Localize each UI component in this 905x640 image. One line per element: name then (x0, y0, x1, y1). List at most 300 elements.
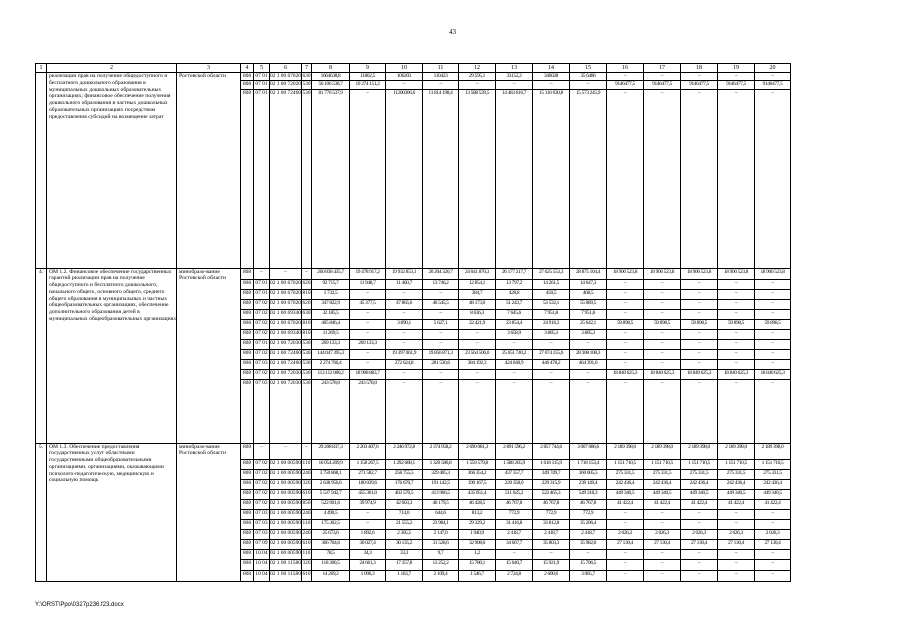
funding-value-cell: – (386, 339, 423, 349)
funding-value-cell: 384,7 (459, 289, 496, 299)
measure-description-cell: ОМ 1.3. Обеспечение предоставления государственных услуг областными государственными общеобразовательными организациями, организациями, оказывающими психолого-педагогическую, медицинскую и социальную помощь (47, 443, 177, 581)
column-number-cell: 11 (423, 64, 459, 73)
funding-value-cell: 260 838 435,7 (312, 268, 350, 279)
budget-code-cell: 808 (241, 289, 254, 299)
funding-value-cell: – (718, 559, 755, 570)
funding-value-cell: – (718, 359, 755, 369)
funding-value-cell: – (681, 379, 718, 443)
budget-code-cell: 02 1 00 00590 (270, 489, 302, 499)
funding-value-cell: – (644, 379, 681, 443)
funding-value-cell: 81 776 537,9 (312, 89, 350, 268)
funding-value-cell: 35 206,4 (570, 519, 607, 529)
column-number-cell: 14 (533, 64, 570, 73)
funding-value-cell: – (644, 339, 681, 349)
funding-value-cell: 2 189 398,0 (718, 443, 755, 459)
budget-code-cell: 808 (241, 559, 254, 570)
funding-value-cell: 275 331,5 (755, 469, 791, 479)
budget-code-cell: 07 03 (254, 379, 270, 443)
funding-value-cell: 360 605,5 (570, 469, 607, 479)
funding-value-cell: 449 340,5 (607, 489, 644, 499)
budget-code-cell: 808 (241, 359, 254, 369)
budget-code-cell: 07 01 (254, 80, 270, 89)
funding-value-cell: – (681, 339, 718, 349)
budget-code-cell: 808 (241, 469, 254, 479)
funding-value-cell: – (718, 570, 755, 581)
funding-value-cell: – (755, 509, 791, 519)
funding-value-cell: 15 116 630,8 (533, 89, 570, 268)
funding-value-cell: – (681, 89, 718, 268)
funding-value-cell: 449 340,5 (718, 489, 755, 499)
funding-value-cell: 1 151 710,5 (681, 459, 718, 469)
funding-value-cell: – (459, 329, 496, 339)
funding-value-cell: 118 300,5 (312, 559, 350, 570)
funding-value-cell: – (533, 339, 570, 349)
column-number-cell: 10 (386, 64, 423, 73)
funding-value-cell: – (607, 279, 644, 289)
funding-value-cell: 47 865,6 (386, 299, 423, 309)
budget-code-cell: 02 1 00 00590 (270, 499, 302, 509)
funding-value-cell: 10 374 151,2 (350, 80, 386, 89)
budget-code-cell: 10 04 (254, 559, 270, 570)
funding-value-cell: 14 647,3 (570, 279, 607, 289)
column-number-cell: 9 (350, 64, 386, 73)
funding-value-cell: 41 422,4 (755, 499, 791, 509)
budget-code-cell: 810 (302, 289, 312, 299)
funding-value-cell: 329 405,3 (423, 469, 459, 479)
funding-value-cell: – (755, 73, 791, 81)
funding-value-cell: 1 618 115,9 (533, 459, 570, 469)
funding-value-cell: – (350, 509, 386, 519)
funding-value-cell: – (718, 89, 755, 268)
funding-value-cell: 271 582,7 (350, 469, 386, 479)
continued-measure-row (36, 73, 791, 81)
executor-cell: Ростовской области (177, 73, 241, 269)
funding-value-cell: 2 374 958,2 (423, 443, 459, 459)
budget-code-cell: 610 (302, 570, 312, 581)
funding-value-cell: 243 578,0 (350, 379, 386, 443)
funding-value-cell: – (644, 570, 681, 581)
budget-code-cell: 808 (241, 329, 254, 339)
funding-value-cell: 1 320 586,8 (423, 459, 459, 469)
funding-value-cell: 11 460,7 (386, 279, 423, 289)
funding-value-cell: – (718, 379, 755, 443)
funding-value-cell: 41 422,4 (681, 499, 718, 509)
budget-code-cell: 02 1 00 72020 (270, 80, 302, 89)
budget-code-cell: 02 1 00 67020 (270, 299, 302, 309)
budget-code-cell: 07 02 (254, 489, 270, 499)
funding-value-cell: – (718, 289, 755, 299)
budget-code-cell: 808 (241, 299, 254, 309)
funding-value-cell: 2 724,8 (496, 570, 533, 581)
funding-value-cell: 2 147,0 (423, 529, 459, 539)
funding-value-cell: 772,9 (570, 509, 607, 519)
funding-value-cell: 59 898,5 (755, 319, 791, 329)
funding-value-cell: 29 329,2 (459, 519, 496, 529)
budget-code-cell: 07 09 (254, 539, 270, 549)
budget-code-cell: 07 02 (254, 299, 270, 309)
funding-value-cell: 53 532,1 (533, 299, 570, 309)
funding-value-cell: 11802,5 (350, 73, 386, 81)
funding-value-cell: 15 573 245,9 (570, 89, 607, 268)
funding-value-cell: 51 243,7 (496, 299, 533, 309)
budget-code-cell: 530 (302, 359, 312, 369)
funding-value-cell: 46 428,5 (459, 499, 496, 509)
funding-value-cell: – (607, 289, 644, 299)
budget-code-cell: – (302, 268, 312, 279)
funding-value-cell: – (644, 279, 681, 289)
funding-value-cell: 8 636,3 (459, 309, 496, 319)
budget-code-cell: 110 (302, 519, 312, 529)
funding-value-cell: – (681, 559, 718, 570)
funding-value-cell: 27 130,4 (681, 539, 718, 549)
funding-value-cell: 549 318,3 (570, 489, 607, 499)
funding-value-cell: 1 732,5 (312, 289, 350, 299)
funding-value-cell: 220 358,0 (496, 479, 533, 489)
funding-value-cell: – (681, 279, 718, 289)
funding-value-cell: 24 041 870,3 (459, 268, 496, 279)
funding-value-cell: – (681, 299, 718, 309)
budget-code-cell: 630 (302, 309, 312, 319)
budget-code-cell: 530 (302, 89, 312, 268)
budget-code-cell: 808 (241, 570, 254, 581)
budget-code-cell: 320 (302, 479, 312, 489)
funding-value-cell: – (496, 369, 533, 379)
budget-code-cell: 530 (302, 369, 312, 379)
funding-value-cell: – (718, 519, 755, 529)
funding-value-cell: 28 308 108,3 (570, 349, 607, 359)
funding-value-cell: 13 588 539,5 (459, 89, 496, 268)
row-number-cell: 4. (36, 268, 47, 443)
funding-value-cell: 258 755,5 (386, 469, 423, 479)
funding-value-cell: 26 177 217,7 (496, 268, 533, 279)
budget-code-cell: 240 (302, 529, 312, 539)
funding-value-cell: – (607, 349, 644, 359)
funding-value-cell: 14 483 616,7 (496, 89, 533, 268)
funding-value-cell: 366 704,6 (312, 539, 350, 549)
budget-code-cell: 530 (302, 339, 312, 349)
funding-value-cell: 29 595,1 (459, 73, 496, 81)
column-number-cell: 19 (718, 64, 755, 73)
funding-value-cell: 42 003,3 (386, 499, 423, 509)
funding-value-cell: – (570, 339, 607, 349)
funding-value-cell: – (350, 89, 386, 268)
funding-value-cell: – (459, 379, 496, 443)
column-number-cell: 5 (254, 64, 270, 73)
budget-code-cell: 808 (241, 529, 254, 539)
funding-value-cell: – (681, 309, 718, 319)
funding-value-cell: 446 478,2 (533, 359, 570, 369)
funding-value-cell: – (607, 309, 644, 319)
funding-value-cell: 55 089,5 (570, 299, 607, 309)
funding-value-cell: 176 670,7 (386, 479, 423, 489)
funding-value-cell: – (570, 549, 607, 559)
funding-value-cell: 9146477,5 (644, 80, 681, 89)
funding-value-cell: 59 898,5 (644, 319, 681, 329)
funding-value-cell: – (755, 339, 791, 349)
budget-code-cell: 620 (302, 279, 312, 289)
funding-value-cell: 7 951,8 (533, 309, 570, 319)
funding-value-cell: 449 340,5 (681, 489, 718, 499)
funding-value-cell: – (755, 299, 791, 309)
funding-value-cell: – (681, 570, 718, 581)
funding-value-cell: 269 133,3 (312, 339, 350, 349)
funding-value-cell: 46 179,5 (423, 499, 459, 509)
column-number-cell: 13 (496, 64, 533, 73)
budget-code-cell: 02 1 00 00590 (270, 549, 302, 559)
funding-value-cell: 27 130,4 (607, 539, 644, 549)
budget-code-cell: 808 (241, 443, 254, 459)
funding-value-cell: 59 898,5 (718, 319, 755, 329)
column-number-cell: 15 (570, 64, 607, 73)
funding-value-cell: 180 039,6 (350, 479, 386, 489)
budget-code-cell: 07 01 (254, 339, 270, 349)
funding-value-cell: 113 112 080,2 (312, 369, 350, 379)
budget-code-cell: 07 03 (254, 359, 270, 369)
funding-value-cell: 18 908 883,7 (350, 369, 386, 379)
funding-value-cell: 13 797,2 (496, 279, 533, 289)
table-header-row (36, 64, 791, 73)
funding-value-cell: 2 274 766,4 (312, 359, 350, 369)
funding-value-cell: 1 940,9 (459, 529, 496, 539)
funding-value-cell: 18 840 625,3 (607, 369, 644, 379)
funding-value-cell: 28 875 104,4 (570, 268, 607, 279)
funding-value-cell: – (755, 549, 791, 559)
funding-value-cell: 11200306,6 (386, 89, 423, 268)
funding-value-cell: – (607, 549, 644, 559)
budget-code-cell: 808 (241, 279, 254, 289)
funding-value-cell: – (423, 379, 459, 443)
funding-value-cell: – (607, 73, 644, 81)
budget-code-cell: 240 (302, 469, 312, 479)
column-number-cell: 1 (36, 64, 47, 73)
budget-code-cell: 808 (241, 339, 254, 349)
funding-value-cell: – (423, 289, 459, 299)
funding-value-cell: 106203 (386, 73, 423, 81)
column-number-cell: 20 (755, 64, 791, 73)
budget-code-cell: 808 (241, 268, 254, 279)
funding-value-cell: 32 908,6 (459, 539, 496, 549)
funding-value-cell: – (350, 309, 386, 319)
funding-value-cell: 347 822,9 (312, 299, 350, 309)
funding-value-cell: 34 667,7 (496, 539, 533, 549)
funding-value-cell: 56 106 538,7 (312, 80, 350, 89)
budget-code-cell: 610 (302, 489, 312, 499)
funding-value-cell: 2 026,3 (755, 529, 791, 539)
budget-code-cell: 02 1 00 72460 (270, 349, 302, 359)
funding-value-cell: 275 331,5 (718, 469, 755, 479)
funding-value-cell: 33152,2 (496, 73, 533, 81)
funding-value-cell: 19 932 853,1 (386, 268, 423, 279)
funding-value-cell: – (644, 509, 681, 519)
funding-value-cell: – (459, 369, 496, 379)
funding-value-cell: – (681, 329, 718, 339)
funding-value-cell: 714,0 (386, 509, 423, 519)
funding-value-cell: 2 026,3 (718, 529, 755, 539)
budget-code-cell: 07 01 (254, 89, 270, 268)
funding-value-cell: 1 546,7 (459, 570, 496, 581)
budget-code-cell: 810 (302, 329, 312, 339)
budget-code-cell: 808 (241, 89, 254, 268)
funding-value-cell: – (423, 309, 459, 319)
funding-value-cell: 522 465,3 (533, 489, 570, 499)
row-number-cell: 5. (36, 443, 47, 581)
funding-value-cell: 468,5 (570, 289, 607, 299)
funding-value-cell: 27 130,4 (718, 539, 755, 549)
funding-value-cell: – (755, 379, 791, 443)
budget-code-cell: 02 1 00 72460 (270, 359, 302, 369)
funding-value-cell: 2 189 398,0 (755, 443, 791, 459)
column-number-cell: 18 (681, 64, 718, 73)
funding-value-cell: 30 135,2 (386, 539, 423, 549)
column-number-cell: 6 (270, 64, 302, 73)
funding-value-cell: – (350, 519, 386, 529)
funding-value-cell: 1664638,8 (312, 73, 350, 81)
budget-code-cell: 07 03 (254, 509, 270, 519)
funding-value-cell: – (755, 329, 791, 339)
funding-value-cell: 3 658,9 (496, 329, 533, 339)
funding-value-cell: – (496, 339, 533, 349)
funding-value-cell: 27 130,4 (755, 539, 791, 549)
funding-value-cell: 349 749,7 (533, 469, 570, 479)
funding-value-cell: 813,2 (459, 509, 496, 519)
funding-value-cell: 30 027,4 (350, 539, 386, 549)
funding-value-cell: – (607, 339, 644, 349)
funding-value-cell: 229 315,9 (533, 479, 570, 489)
funding-value-cell: – (644, 289, 681, 299)
funding-value-cell: – (607, 329, 644, 339)
funding-value-cell: – (423, 369, 459, 379)
budget-code-cell: 07 02 (254, 459, 270, 469)
budget-code-cell: 02 1 00 69340 (270, 309, 302, 319)
funding-value-cell: 15 706,5 (570, 559, 607, 570)
funding-value-cell: 9146477,5 (755, 80, 791, 89)
funding-value-cell: 23 854,4 (496, 319, 533, 329)
budget-code-cell: 530 (302, 349, 312, 359)
funding-value-cell: 464 391,6 (570, 359, 607, 369)
funding-value-cell: 9146477,5 (681, 80, 718, 89)
funding-value-cell: 24 661,3 (350, 559, 386, 570)
budget-code-cell: 07 01 (255, 73, 268, 79)
funding-value-cell: – (423, 329, 459, 339)
funding-value-cell: 275 331,5 (681, 469, 718, 479)
funding-value-cell: – (386, 379, 423, 443)
funding-value-cell: – (718, 299, 755, 309)
budget-code-cell: 02 1 00 67020 (270, 279, 302, 289)
funding-value-cell: 2 418,7 (496, 529, 533, 539)
funding-value-cell: – (607, 89, 644, 268)
funding-value-cell: 92 715,7 (312, 279, 350, 289)
funding-value-cell: 2 189 398,0 (607, 443, 644, 459)
funding-value-cell: 46 767,8 (533, 499, 570, 509)
funding-value-cell: 242 436,4 (644, 479, 681, 489)
budget-code-cell: 07 03 (254, 529, 270, 539)
funding-value-cell: 269 133,3 (350, 339, 386, 349)
funding-value-cell: – (644, 73, 681, 81)
funding-value-cell: – (607, 519, 644, 529)
funding-value-cell: 15 640,7 (496, 559, 533, 570)
funding-value-cell: 34,3 (350, 549, 386, 559)
funding-value-cell: 18 840 625,3 (681, 369, 718, 379)
column-number-cell: 8 (312, 64, 350, 73)
funding-value-cell: – (718, 349, 755, 359)
budget-code-cell: – (270, 443, 302, 459)
funding-value-cell: 772,9 (533, 509, 570, 519)
funding-value-cell: 78,5 (312, 549, 350, 559)
column-number-cell: 4 (241, 64, 254, 73)
budget-code-cell: 850 (302, 499, 312, 509)
executor-cell: минобразо-вание Ростовской области (177, 443, 241, 581)
funding-value-cell: 18 900 523,8 (681, 268, 718, 279)
funding-value-cell: 435 051,4 (459, 489, 496, 499)
funding-value-cell: 1 096,3 (350, 570, 386, 581)
column-number-cell: 17 (644, 64, 681, 73)
funding-value-cell: 1 892,6 (350, 529, 386, 539)
funding-value-cell: 2 891 596,2 (496, 443, 533, 459)
funding-value-cell: – (644, 89, 681, 268)
funding-value-cell: 2 189 398,0 (644, 443, 681, 459)
funding-value-cell: 7 645,6 (496, 309, 533, 319)
column-number-cell: 7 (302, 64, 312, 73)
budget-code-cell: 07 02 (254, 479, 270, 489)
funding-value-cell: – (755, 559, 791, 570)
funding-value-cell: 403 570,5 (386, 489, 423, 499)
funding-value-cell: – (386, 80, 423, 89)
funding-value-cell: 428,8 (496, 289, 533, 299)
funding-value-cell: – (533, 379, 570, 443)
funding-value-cell: 12 854,1 (459, 279, 496, 289)
funding-value-cell: 15 921,9 (533, 559, 570, 570)
budget-code-cell: 07 02 (254, 349, 270, 359)
budget-code-cell: 320 (302, 559, 312, 570)
funding-value-cell: 32 185,5 (312, 309, 350, 319)
funding-value-cell: – (681, 289, 718, 299)
funding-value-cell: – (755, 570, 791, 581)
funding-value-cell: 644,6 (423, 509, 459, 519)
funding-value-cell: 31 416,8 (496, 519, 533, 529)
budget-code-cell: 02 1 00 00590 (270, 509, 302, 519)
funding-value-cell: 281 530,6 (423, 359, 459, 369)
funding-value-cell: 2 189 398,0 (681, 443, 718, 459)
funding-value-cell: 25 642,1 (570, 319, 607, 329)
funding-value-cell: 14 269,2 (312, 570, 350, 581)
budget-code-cell: 808 (241, 459, 254, 469)
funding-value-cell: 3 890,1 (386, 319, 423, 329)
budget-code-cell: 07 02 (254, 469, 270, 479)
funding-value-cell: – (533, 80, 570, 89)
budget-code-cell: 808 (241, 489, 254, 499)
funding-value-cell: – (350, 329, 386, 339)
funding-value-cell: 7 951,8 (570, 309, 607, 319)
budget-code-cell: 630 (302, 73, 311, 79)
funding-value-cell: – (496, 379, 533, 443)
budget-code-cell: 530 (302, 379, 312, 443)
funding-value-cell: 13 746,2 (423, 279, 459, 289)
budget-code-cell: – (254, 443, 270, 459)
funding-value-cell: – (644, 299, 681, 309)
funding-value-cell: 46 767,8 (570, 499, 607, 509)
budget-code-cell: 02 1 00 72030 (270, 369, 302, 379)
budget-code-cell: 02 1 00 67020 (270, 289, 302, 299)
funding-value-cell: 242 436,4 (681, 479, 718, 489)
funding-value-cell: 1 559 579,8 (459, 459, 496, 469)
executor-cell: минобразо-вание Ростовской области (177, 268, 241, 443)
funding-value-cell: 424 848,9 (496, 359, 533, 369)
page-number: 43 (449, 28, 456, 36)
funding-value-cell: – (755, 349, 791, 359)
funding-value-cell: 346028 (533, 73, 570, 81)
funding-value-cell: 2 418,7 (570, 529, 607, 539)
funding-value-cell: 18 840 625,3 (644, 369, 681, 379)
